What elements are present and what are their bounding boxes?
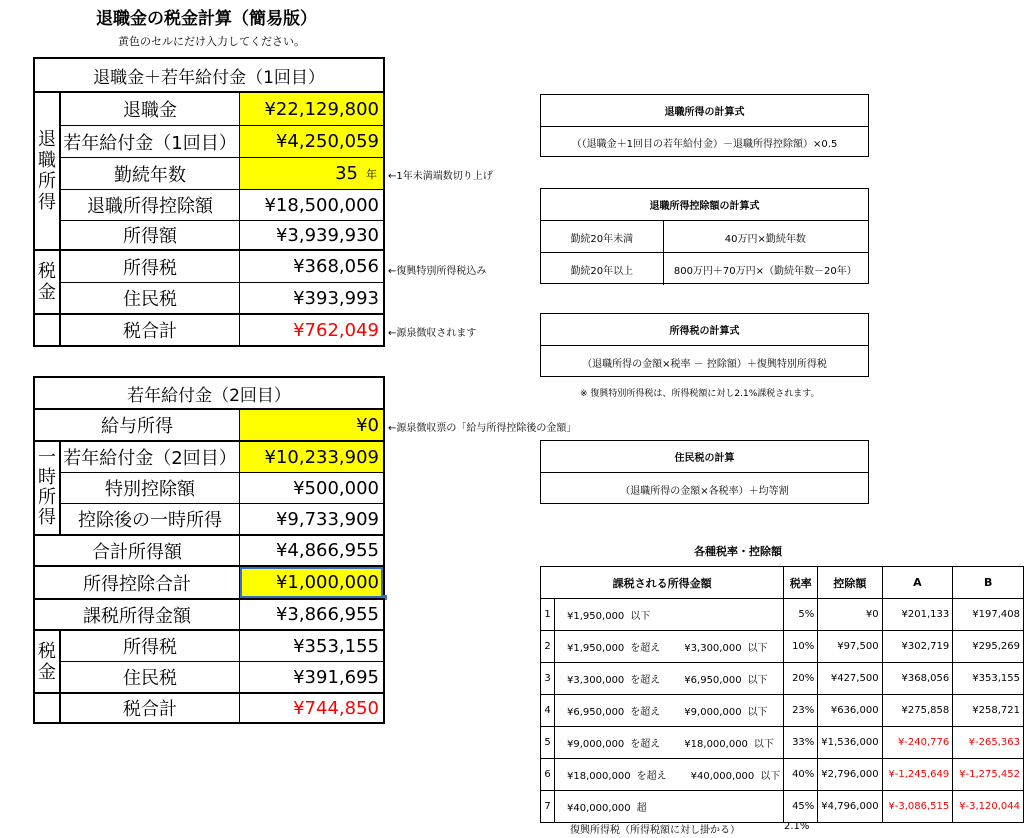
income-tax-note: ←復興特別所得税込み [388, 266, 487, 277]
rates-row-to-amount: ¥18,000,000 [684, 739, 748, 750]
rates-row-to-suffix: 以下 [747, 707, 768, 718]
years-note: ←1年未満端数切り上げ [388, 171, 493, 182]
youth-benefit-2-label: 若年給付金（2回目） [63, 448, 237, 469]
retirement-deduction-formula-title: 退職所得控除額の計算式 [649, 201, 760, 212]
post-deduction-income-label: 控除後の一時所得 [78, 510, 222, 531]
rates-row-from-suffix: を超え [630, 675, 661, 686]
rates-row-b: ¥197,408 [953, 599, 1024, 631]
resident-tax-formula: （退職所得の金額×各税率）＋均等割 [541, 472, 868, 505]
rates-row-deduction: ¥427,500 [818, 663, 882, 695]
years-of-service-label: 勤続年数 [114, 164, 186, 186]
rates-table-title: 各種税率・控除額 [694, 545, 782, 558]
rates-row-number: 1 [541, 599, 555, 631]
special-deduction-value: ¥500,000 [293, 477, 379, 499]
temporary-income-group-label: 一 時 所 得 [38, 447, 56, 528]
rates-row-to-amount: ¥6,950,000 [684, 675, 742, 686]
rates-row-from-suffix: 超 [636, 803, 647, 814]
rates-row-range [555, 695, 784, 727]
rates-row-deduction: ¥2,796,000 [818, 759, 882, 791]
rates-row-from-suffix: を超え [630, 643, 661, 654]
taxable-income-value: ¥3,866,955 [275, 604, 379, 625]
rates-row-from-suffix: を超え [636, 771, 667, 782]
income-tax-value-2: ¥353,155 [293, 635, 379, 657]
tax-total-label-1: 税合計 [123, 321, 177, 342]
page-title: 退職金の税金計算（簡易版） [96, 9, 317, 29]
rates-header-b: B [953, 567, 1024, 599]
rates-row-a: ¥-3,086,515 [882, 791, 953, 823]
income-amount-label: 所得額 [123, 226, 177, 247]
rates-header-income: 課税される所得金額 [541, 567, 784, 599]
youth-benefit-1-label: 若年給付金（1回目） [63, 132, 237, 154]
total-income-value: ¥4,866,955 [275, 540, 379, 561]
rates-row-number: 7 [541, 791, 555, 823]
rates-row-deduction: ¥0 [818, 599, 882, 631]
retirement-income-formula-title: 退職所得の計算式 [664, 107, 745, 118]
reconstruction-rate-label: 復興所得税（所得税額に対し掛かる） [570, 825, 740, 836]
rates-row-number: 5 [541, 727, 555, 759]
salary-income-note: ←源泉徴収票の「給与所得控除後の金額」 [388, 423, 577, 434]
retirement-income-group-label: 退 職 所 得 [38, 129, 56, 213]
salary-income-input[interactable]: ¥0 [240, 410, 383, 440]
rates-row-rate: 40% [784, 759, 818, 791]
rates-row-from-amount: ¥3,300,000 [567, 675, 625, 686]
rates-row [541, 791, 1024, 823]
resident-tax-label-2: 住民税 [123, 668, 177, 689]
tax-total-value-2: ¥744,850 [293, 697, 379, 719]
rates-row-b: ¥-265,363 [953, 727, 1024, 759]
retirement-pay-label: 退職金 [123, 100, 177, 121]
income-deduction-total-label: 所得控除合計 [83, 573, 191, 595]
tax-total-value-1: ¥762,049 [293, 319, 379, 341]
rates-row-a: ¥275,858 [882, 695, 953, 727]
rates-header-deduction: 控除額 [818, 567, 882, 599]
rates-row [541, 599, 1024, 631]
income-tax-value-1: ¥368,056 [293, 256, 379, 277]
retirement-income-formula-box [540, 94, 869, 157]
tax-group-label-2: 税 金 [38, 640, 56, 683]
retirement-deduction-label: 退職所得控除額 [87, 196, 213, 217]
rates-row-number: 2 [541, 631, 555, 663]
tax-group-label-1: 税 金 [38, 261, 56, 303]
rates-row-from-amount: ¥40,000,000 [567, 803, 631, 814]
retirement-section-header: 退職金＋若年給付金（1回目） [93, 67, 325, 88]
income-deduction-total-input[interactable]: ¥1,000,000 [240, 567, 383, 598]
deduction-rule-over20-formula: 800万円＋70万円×（勤続年数－20年） [673, 265, 857, 277]
rates-header-rate: 税率 [784, 567, 818, 599]
deduction-rule-over20-label: 勤続20年以上 [570, 265, 634, 277]
rates-row-to-suffix: 以下 [753, 739, 774, 750]
rates-header-a: A [882, 567, 953, 599]
tax-total-note: ←源泉徴収されます [388, 328, 477, 339]
rates-row [541, 695, 1024, 727]
rates-row-b: ¥-3,120,044 [953, 791, 1024, 823]
rates-row-deduction: ¥1,536,000 [818, 727, 882, 759]
rates-row [541, 663, 1024, 695]
resident-tax-label-1: 住民税 [123, 289, 177, 310]
rates-row-from-suffix: を超え [630, 707, 661, 718]
rates-row-b: ¥-1,275,452 [953, 759, 1024, 791]
rates-row-b: ¥353,155 [953, 663, 1024, 695]
rates-row-range [555, 663, 784, 695]
rates-row-deduction: ¥636,000 [818, 695, 882, 727]
income-tax-formula-box [540, 313, 869, 377]
resident-tax-formula-title: 住民税の計算 [674, 453, 735, 464]
rates-row-rate: 20% [784, 663, 818, 695]
rates-row-deduction: ¥97,500 [818, 631, 882, 663]
rates-row-rate: 5% [784, 599, 818, 631]
rates-row-to-amount: ¥40,000,000 [690, 771, 755, 782]
youth-benefit-2-input[interactable]: ¥10,233,909 [240, 442, 383, 472]
rates-row-range [555, 727, 784, 759]
rates-row-from-amount: ¥18,000,000 [567, 771, 631, 782]
tax-total-label-2: 税合計 [123, 699, 177, 720]
income-tax-formula: （退職所得の金額×税率 － 控除額）＋復興特別所得税 [541, 345, 868, 378]
rates-row-a: ¥302,719 [882, 631, 953, 663]
salary-income-label: 給与所得 [101, 416, 173, 437]
income-tax-formula-title: 所得税の計算式 [669, 326, 740, 337]
rates-row-rate: 23% [784, 695, 818, 727]
retirement-pay-input[interactable]: ¥22,129,800 [240, 93, 383, 125]
reconstruction-tax-note: ※ 復興特別所得税は、所得税額に対し2.1%課税されます。 [580, 389, 820, 399]
rates-row-to-amount: ¥3,300,000 [684, 643, 742, 654]
taxable-income-label: 課税所得金額 [83, 605, 191, 627]
resident-tax-value-2: ¥391,695 [293, 666, 379, 688]
rates-row-b: ¥295,269 [953, 631, 1024, 663]
rates-row [541, 631, 1024, 663]
rates-row-to-suffix: 以下 [747, 643, 768, 654]
retirement-deduction-formula-box [540, 188, 869, 284]
rates-row-from-suffix: を超え [630, 739, 661, 750]
youth-benefit-1-input[interactable]: ¥4,250,059 [240, 126, 383, 157]
rates-row-deduction: ¥4,796,000 [818, 791, 882, 823]
years-of-service-input[interactable] [240, 158, 383, 189]
rates-row-a: ¥368,056 [882, 663, 953, 695]
rates-row-from-suffix: 以下 [630, 611, 651, 622]
income-tax-label-2: 所得税 [123, 637, 177, 658]
total-income-label: 合計所得額 [92, 541, 182, 563]
rates-row-to-suffix: 以下 [747, 675, 768, 686]
years-of-service-value: 35 [335, 163, 358, 184]
rates-row-number: 6 [541, 759, 555, 791]
rates-row-a: ¥-240,776 [882, 727, 953, 759]
rates-row-to-suffix: 以下 [760, 771, 781, 782]
rates-row-number: 3 [541, 663, 555, 695]
page-subtitle: 黄色のセルにだけ入力してください。 [118, 35, 305, 48]
rates-row-from-amount: ¥1,950,000 [567, 643, 625, 654]
rates-row-a: ¥-1,245,649 [882, 759, 953, 791]
rates-row-range [555, 791, 784, 823]
resident-tax-formula-box [540, 440, 869, 504]
rates-table [540, 566, 1024, 823]
rates-row-a: ¥201,133 [882, 599, 953, 631]
reconstruction-rate-value: 2.1% [784, 821, 810, 832]
rates-row-rate: 45% [784, 791, 818, 823]
retirement-deduction-value: ¥18,500,000 [264, 194, 379, 216]
rates-row-range [555, 631, 784, 663]
rates-row-from-amount: ¥6,950,000 [567, 707, 625, 718]
youth-benefit-2-header: 若年給付金（2回目） [127, 385, 291, 406]
post-deduction-income-value: ¥9,733,909 [275, 508, 379, 530]
rates-row-from-amount: ¥1,950,000 [567, 611, 625, 622]
years-unit: 年 [366, 167, 377, 181]
resident-tax-value-1: ¥393,993 [293, 287, 379, 309]
deduction-rule-under20-formula: 40万円×勤続年数 [724, 233, 806, 245]
retirement-income-formula: （（退職金＋1回目の若年給付金）－退職所得控除額）×0.5 [541, 126, 868, 158]
rates-row-range [555, 599, 784, 631]
rates-row-from-amount: ¥9,000,000 [567, 739, 625, 750]
rates-row-number: 4 [541, 695, 555, 727]
income-amount-value: ¥3,939,930 [275, 224, 379, 246]
rates-row-range [555, 759, 784, 791]
rates-row-rate: 10% [784, 631, 818, 663]
rates-row-to-amount: ¥9,000,000 [684, 707, 742, 718]
rates-row-rate: 33% [784, 727, 818, 759]
income-tax-label-1: 所得税 [123, 257, 177, 279]
rates-row-b: ¥258,721 [953, 695, 1024, 727]
special-deduction-label: 特別控除額 [105, 479, 195, 500]
rates-row [541, 759, 1024, 791]
rates-row [541, 727, 1024, 759]
deduction-rule-under20-label: 勤続20年未満 [570, 233, 634, 245]
